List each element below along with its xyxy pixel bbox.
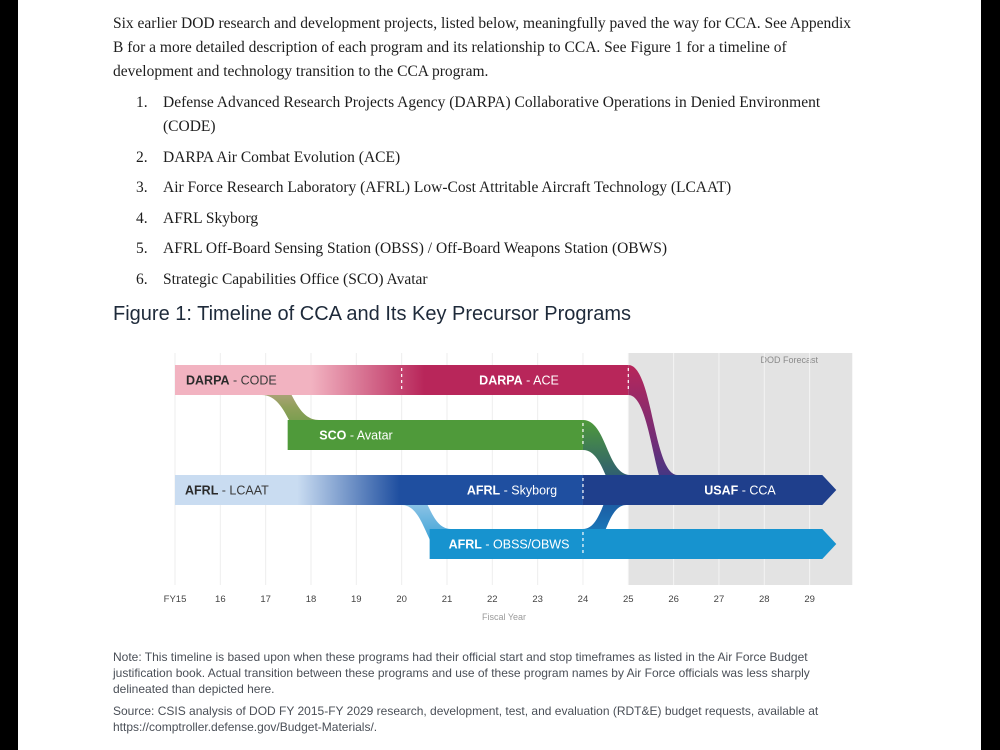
list-number: 2. [136, 148, 148, 166]
program-org: AFRL [448, 537, 482, 552]
list-number: 5. [136, 240, 148, 257]
x-tick-label: 16 [215, 594, 226, 605]
label-usaf-cca [704, 484, 776, 498]
figure-title: Figure 1: Timeline of CCA and Its Key Precursor Programs [113, 303, 631, 325]
label-sco-avatar [319, 429, 392, 443]
program-name: - Skyborg [500, 483, 558, 498]
list-text: Strategic Capabilities Office (SCO) Avatar [163, 270, 428, 288]
list-text: AFRL Off-Board Sensing Station (OBSS) / Off-Board Weapons Station (OBWS) [163, 240, 668, 257]
list-text: Defense Advanced Research Projects Agency (DARPA) Collaborative Operations in Denied Environment (CODE) [163, 94, 821, 135]
x-tick-label: 20 [396, 594, 407, 605]
label-afrl-lcaat [185, 484, 269, 498]
label-darpa-code [186, 374, 277, 388]
x-tick-label: 28 [759, 594, 770, 605]
figure-note: Note: This timeline is based upon when these programs had their official start and stop timeframes as listed in the Air Force Budget justification book. Actual transition between these programs and use of these program names by Air Force officials was less sharply delineated than depicted here. [113, 650, 810, 696]
x-tick-label: 27 [713, 594, 725, 605]
x-tick-label: 24 [577, 594, 589, 605]
program-org: DARPA [186, 373, 230, 388]
program-name: - LCAAT [218, 483, 269, 498]
bar-obss-extension-arrow [583, 529, 836, 559]
x-tick-label: 17 [260, 594, 271, 605]
forecast-label: DOD Forecast [760, 355, 818, 365]
program-org: USAF [704, 483, 739, 498]
program-org: AFRL [185, 483, 219, 498]
x-tick-label: 23 [532, 594, 543, 605]
x-tick-label: 25 [623, 594, 634, 605]
program-org: AFRL [466, 483, 501, 498]
list-number: 1. [136, 94, 148, 111]
label-darpa-ace [479, 374, 559, 388]
list-number: 4. [136, 209, 148, 227]
list-number: 6. [136, 270, 148, 288]
intro-paragraph: Six earlier DOD research and development projects, listed below, meaningfully paved the way for CCA. See Appendix B for a more detailed description of each program and its relationship to CCA. See Figure 1 for a timeline of development and technology transition to the CCA program. [113, 15, 852, 80]
figure-source: Source: CSIS analysis of DOD FY 2015-FY 2029 research, development, test, and evaluation (RDT&E) budget requests, available at https://comptroller.defense.gov/Budget-Materials/. [113, 704, 819, 734]
x-tick-label: 21 [441, 594, 453, 605]
list-text: DARPA Air Combat Evolution (ACE) [163, 148, 401, 166]
x-axis-title: Fiscal Year [481, 612, 527, 622]
list-number: 3. [136, 179, 148, 196]
label-afrl-obss [449, 538, 570, 552]
x-tick-label: 18 [305, 594, 317, 605]
program-name: - CODE [229, 373, 277, 388]
list-text: AFRL Skyborg [163, 209, 259, 227]
program-name: - ACE [522, 373, 559, 388]
program-org: DARPA [479, 373, 523, 388]
program-org: SCO [319, 428, 347, 443]
list-text: Air Force Research Laboratory (AFRL) Low-Cost Attritable Aircraft Technology (LCAAT) [163, 179, 732, 196]
program-name: - CCA [738, 483, 776, 498]
program-name: - Avatar [346, 428, 393, 443]
x-tick-label: FY15 [163, 594, 187, 605]
x-tick-label: 26 [668, 594, 679, 605]
x-tick-label: 22 [487, 594, 498, 605]
program-name: - OBSS/OBWS [481, 537, 570, 552]
label-afrl-skyborg [467, 484, 557, 498]
x-tick-label: 19 [351, 594, 362, 605]
x-tick-label: 29 [804, 594, 815, 605]
